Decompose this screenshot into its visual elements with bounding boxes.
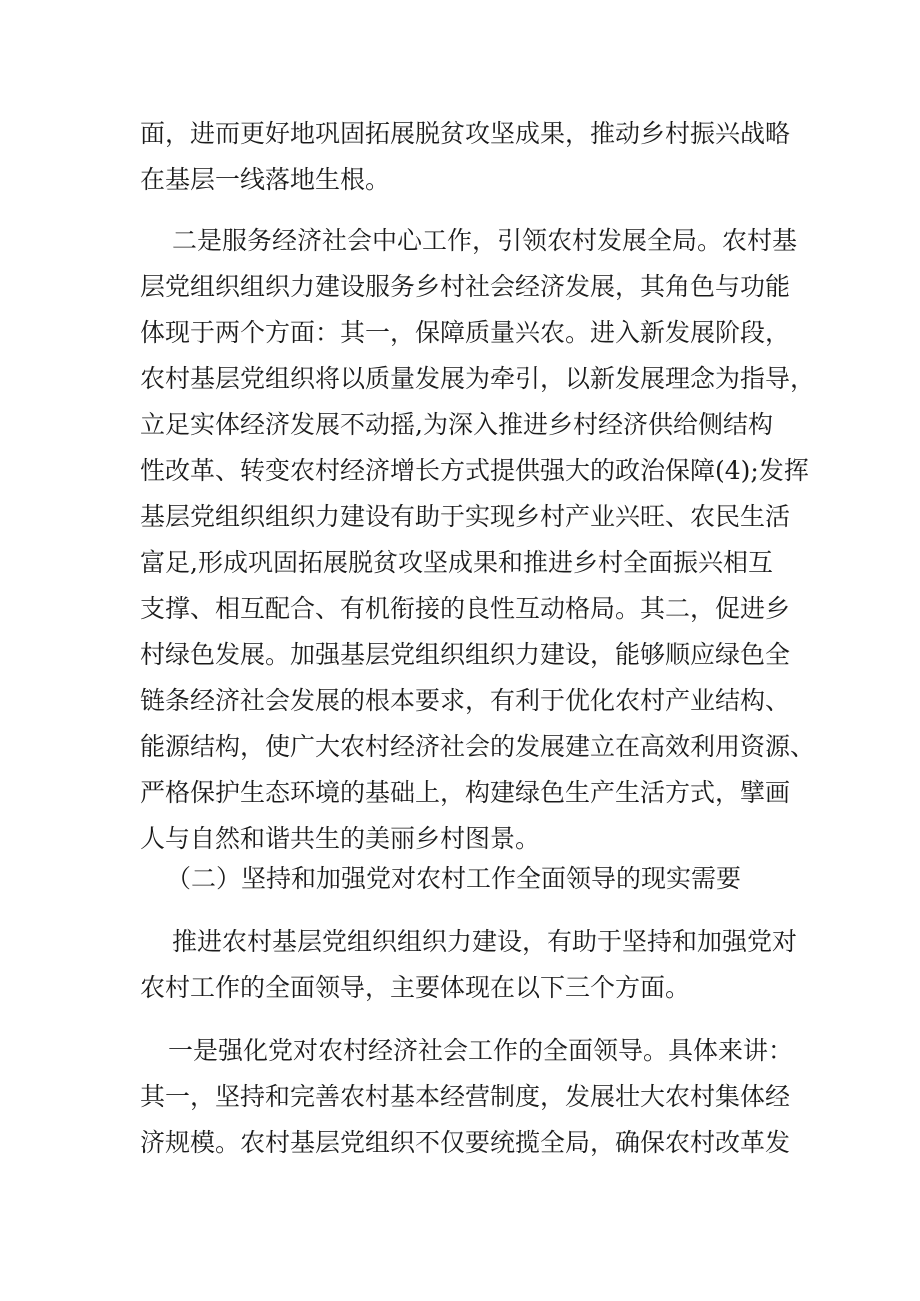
text-line: 严格保护生态环境的基础上，构建绿色生产生活方式，擘画 xyxy=(140,778,791,807)
text-line: 体现于两个方面：其一，保障质量兴农。进入新发展阶段， xyxy=(140,318,791,347)
text-line: 在基层一线落地生根。 xyxy=(140,165,391,194)
paragraph-start-line: 一是强化党对农村经济社会工作的全面领导。具体来讲： xyxy=(168,1036,794,1065)
text-line: 农村基层党组织将以质量发展为牵引，以新发展理念为指导， xyxy=(140,364,816,393)
text-line: 农村工作的全面领导，主要体现在以下三个方面。 xyxy=(140,973,691,1002)
text-line: 能源结构，使广大农村经济社会的发展建立在高效利用资源、 xyxy=(140,732,816,761)
paragraph-start-line: 二是服务经济社会中心工作，引领农村发展全局。农村基 xyxy=(172,226,798,255)
text-line: 其一，坚持和完善农村基本经营制度，发展壮大农村集体经 xyxy=(140,1082,791,1111)
text-line: 支撑、相互配合、有机衔接的良性互动格局。其二，促进乡 xyxy=(140,594,791,623)
text-line: 富足,形成巩固拓展脱贫攻坚成果和推进乡村全面振兴相互 xyxy=(140,548,773,577)
text-line: 村绿色发展。加强基层党组织组织力建设，能够顺应绿色全 xyxy=(140,640,791,669)
section-heading: （二）坚持和加强党对农村工作全面领导的现实需要 xyxy=(166,864,742,893)
paragraph-start-line: 推进农村基层党组织组织力建设，有助于坚持和加强党对 xyxy=(172,927,798,956)
text-line: 层党组织组织力建设服务乡村社会经济发展，其角色与功能 xyxy=(140,272,791,301)
text-line: 立足实体经济发展不动摇,为深入推进乡村经济供给侧结构 xyxy=(140,410,773,439)
text-line: 人与自然和谐共生的美丽乡村图景。 xyxy=(140,824,541,853)
text-line: 性改革、转变农村经济增长方式提供强大的政治保障(4);发挥 xyxy=(140,456,809,485)
text-line: 面，进而更好地巩固拓展脱贫攻坚成果，推动乡村振兴战略 xyxy=(140,119,791,148)
text-line: 链条经济社会发展的根本要求，有利于优化农村产业结构、 xyxy=(140,686,791,715)
text-line: 济规模。农村基层党组织不仅要统揽全局，确保农村改革发 xyxy=(140,1128,791,1157)
text-line: 基层党组织组织力建设有助于实现乡村产业兴旺、农民生活 xyxy=(140,502,791,531)
